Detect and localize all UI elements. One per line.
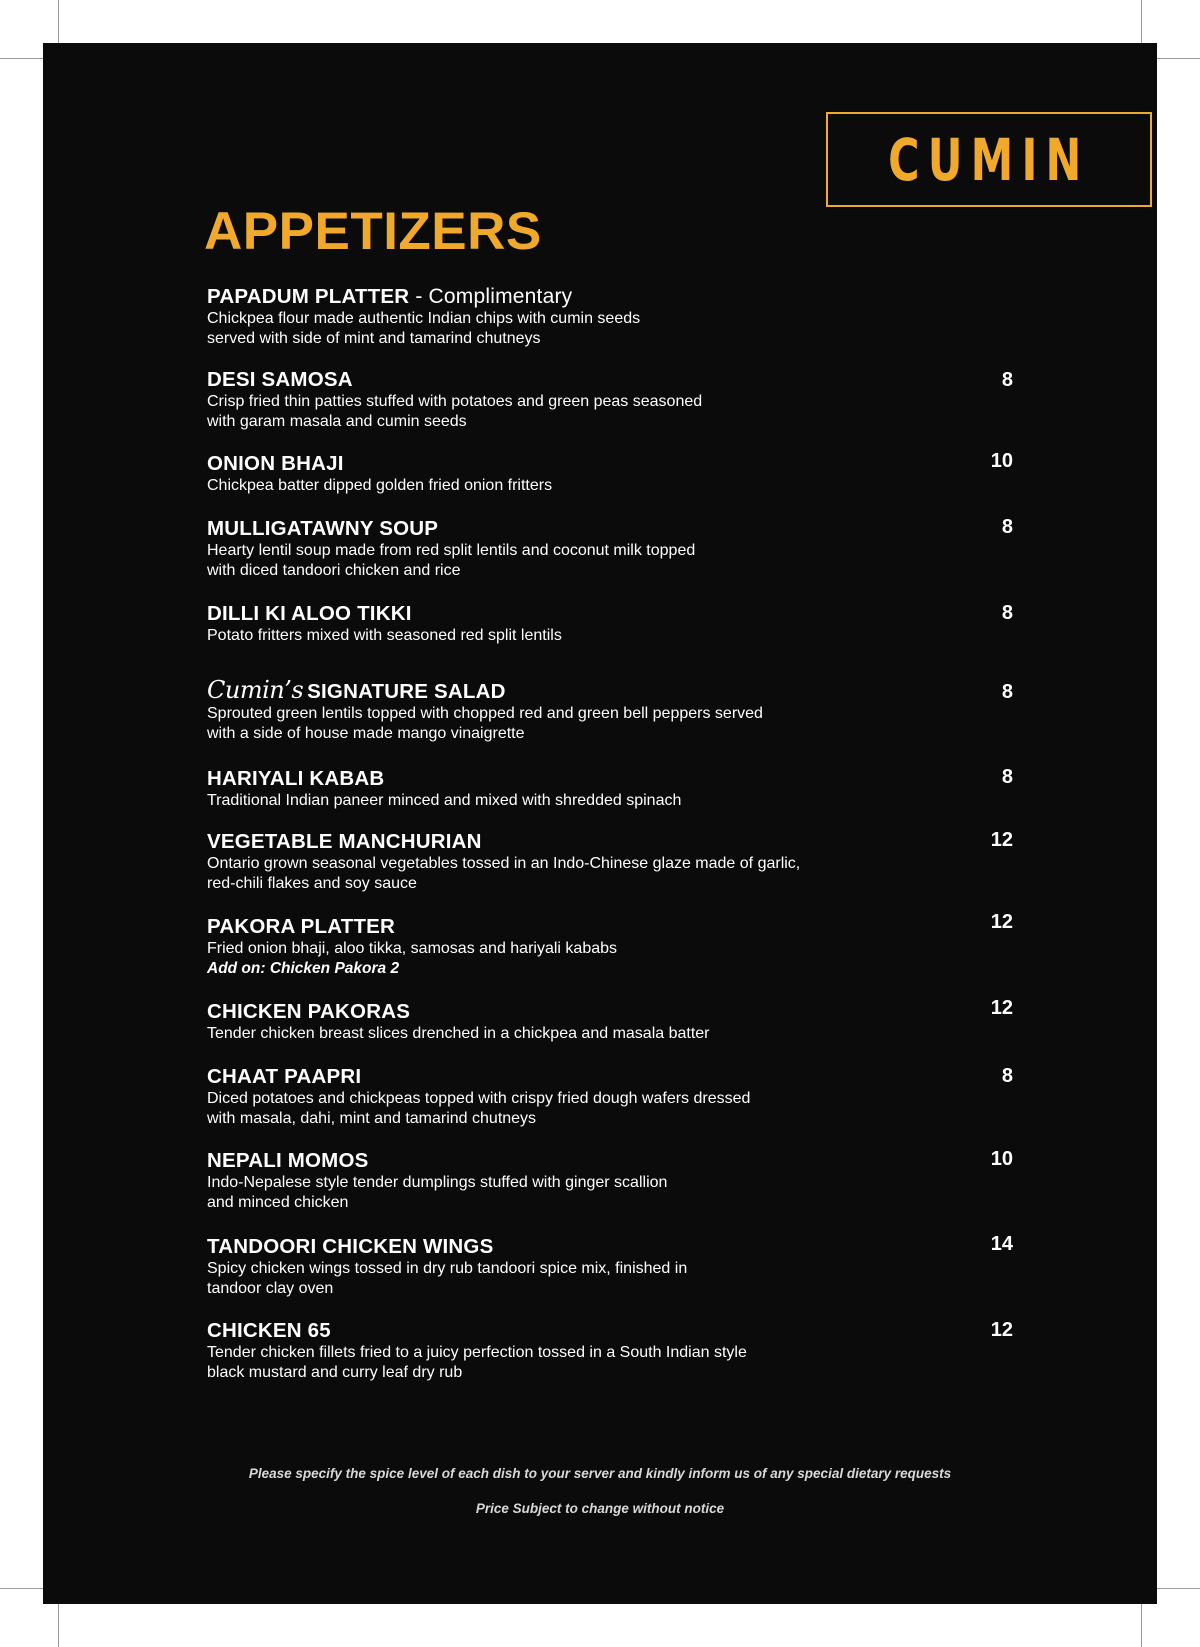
item-price: 8: [1001, 516, 1013, 538]
menu-item: [207, 1150, 1067, 1213]
item-name: TANDOORI CHICKEN WINGS: [207, 1235, 494, 1258]
item-name-suffix: - Complimentary: [409, 285, 573, 308]
item-description: Potato fritters mixed with seasoned red split lentils: [207, 627, 562, 644]
section-title: APPETIZERS: [204, 202, 542, 261]
item-name: VEGETABLE MANCHURIAN: [207, 830, 482, 853]
item-name: DILLI KI ALOO TIKKI: [207, 602, 412, 625]
crop-mark: [58, 1602, 59, 1647]
menu-item: [207, 831, 1067, 894]
menu-item: [207, 453, 1067, 496]
item-name: MULLIGATAWNY SOUP: [207, 517, 439, 540]
item-description: Chickpea flour made authentic Indian chips with cumin seeds served with side of mint and tamarind chutneys: [207, 310, 641, 347]
item-description: Diced potatoes and chickpeas topped with crispy fried dough wafers dressed with masala, dahi, mint and tamarind chutneys: [207, 1090, 751, 1127]
brand-logo-text: CUMIN: [888, 125, 1090, 194]
crop-mark: [0, 1588, 45, 1589]
menu-item: [207, 676, 1067, 744]
menu-page: [43, 43, 1157, 1604]
item-name: CHAAT PAAPRI: [207, 1065, 362, 1088]
item-name: HARIYALI KABAB: [207, 767, 385, 790]
item-price: 8: [1001, 766, 1013, 788]
menu-item: [207, 286, 1067, 349]
item-price: 8: [1001, 602, 1013, 624]
dietary-note: Please specify the spice level of each dish to your server and kindly inform us of any special dietary requests: [248, 1466, 952, 1481]
item-name: SIGNATURE SALAD: [307, 680, 506, 703]
menu-item: [207, 1236, 1067, 1299]
price-note: Price Subject to change without notice: [475, 1501, 725, 1516]
item-addon: Add on: Chicken Pakora 2: [207, 960, 400, 977]
item-price: 12: [990, 997, 1013, 1019]
menu-item: [207, 1320, 1067, 1383]
item-description: Traditional Indian paneer minced and mixed with shredded spinach: [207, 792, 682, 809]
menu-item: [207, 369, 1067, 432]
crop-mark: [1141, 0, 1142, 45]
item-description: Indo-Nepalese style tender dumplings stuffed with ginger scallion and minced chicken: [207, 1174, 668, 1211]
item-description: Tender chicken breast slices drenched in a chickpea and masala batter: [207, 1025, 710, 1042]
item-price: 8: [1001, 681, 1013, 703]
menu-item: [207, 603, 1067, 646]
item-name: NEPALI MOMOS: [207, 1149, 369, 1172]
menu-item: [207, 916, 1067, 979]
brand-logo: [826, 112, 1152, 207]
item-description: Fried onion bhaji, aloo tikka, samosas and hariyali kababs: [207, 940, 618, 957]
item-price: 12: [990, 829, 1013, 851]
item-name: PAPADUM PLATTER: [207, 285, 410, 308]
item-description: Sprouted green lentils topped with chopped red and green bell peppers served with a side of house made mango vinaigrette: [207, 705, 763, 742]
menu-item: [207, 518, 1067, 581]
item-description: Crisp fried thin patties stuffed with potatoes and green peas seasoned with garam masala and cumin seeds: [207, 393, 703, 430]
menu-item: [207, 1001, 1067, 1044]
item-description: Ontario grown seasonal vegetables tossed in an Indo-Chinese glaze made of garlic, red-chili flakes and soy sauce: [207, 855, 801, 892]
cumins-script: Cumin’s: [207, 676, 304, 704]
item-price: 10: [990, 450, 1013, 472]
item-name: PAKORA PLATTER: [207, 915, 396, 938]
item-description: Tender chicken fillets fried to a juicy perfection tossed in a South Indian style black mustard and curry leaf dry rub: [207, 1344, 747, 1381]
item-price: 8: [1001, 369, 1013, 391]
item-price: 12: [990, 911, 1013, 933]
crop-mark: [1155, 1588, 1200, 1589]
item-price: 14: [990, 1233, 1013, 1255]
item-name: CHICKEN 65: [207, 1319, 331, 1342]
menu-item: [207, 1066, 1067, 1129]
item-description: Hearty lentil soup made from red split lentils and coconut milk topped with diced tandoori chicken and rice: [207, 542, 696, 579]
item-name: DESI SAMOSA: [207, 368, 353, 391]
item-name: CHICKEN PAKORAS: [207, 1000, 411, 1023]
crop-mark: [1141, 1602, 1142, 1647]
item-price: 10: [990, 1148, 1013, 1170]
item-description: Chickpea batter dipped golden fried onion fritters: [207, 477, 553, 494]
item-description: Spicy chicken wings tossed in dry rub tandoori spice mix, finished in tandoor clay oven: [207, 1260, 688, 1297]
item-price: 12: [990, 1319, 1013, 1341]
item-price: 8: [1001, 1065, 1013, 1087]
menu-item: [207, 768, 1067, 811]
crop-mark: [58, 0, 59, 45]
item-name: ONION BHAJI: [207, 452, 344, 475]
crop-mark: [0, 58, 45, 59]
crop-mark: [1155, 58, 1200, 59]
